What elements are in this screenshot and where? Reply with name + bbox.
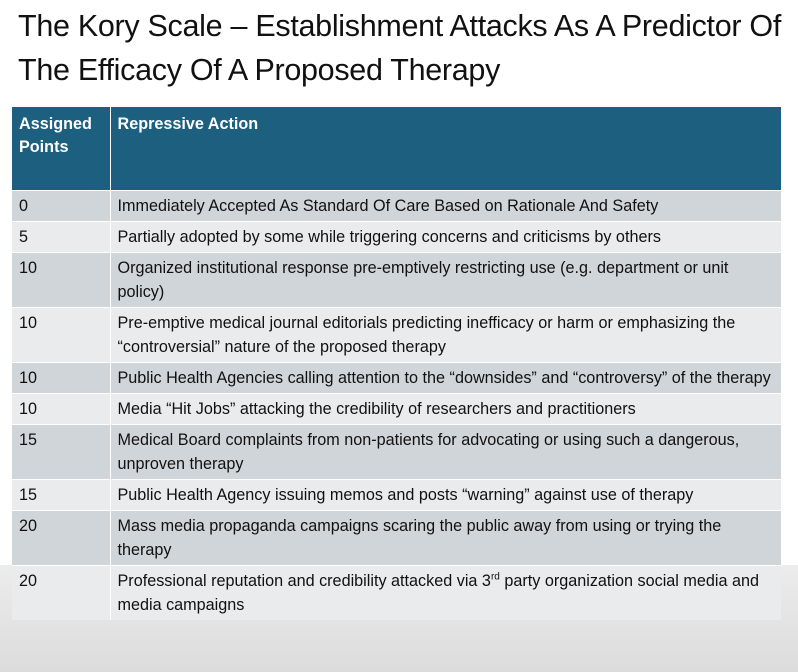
action-cell: Public Health Agencies calling attention to the “downsides” and “controversy” of the therapy: [110, 363, 781, 394]
table-header-row: [12, 107, 781, 191]
ordinal-superscript: rd: [490, 571, 500, 583]
table-row: [12, 425, 781, 480]
points-cell: 15: [12, 480, 110, 511]
table-row: [12, 191, 781, 222]
action-text-start: Professional reputation and credibility attacked via 3: [117, 572, 491, 590]
table-row: [12, 308, 781, 363]
action-cell: Media “Hit Jobs” attacking the credibility of researchers and practitioners: [110, 394, 781, 425]
table-row: [12, 480, 781, 511]
table-row: [12, 253, 781, 308]
action-cell: Immediately Accepted As Standard Of Care Based on Rationale And Safety: [110, 191, 781, 222]
points-cell: 0: [12, 191, 110, 222]
table-row: [12, 394, 781, 425]
table-row: [12, 566, 781, 621]
action-cell: Medical Board complaints from non-patients for advocating or using such a dangerous, unproven therapy: [110, 425, 781, 480]
table-row: [12, 222, 781, 253]
points-cell: 20: [12, 511, 110, 566]
kory-scale-table: [12, 107, 781, 620]
points-cell: 10: [12, 363, 110, 394]
points-cell: 15: [12, 425, 110, 480]
action-cell: Mass media propaganda campaigns scaring the public away from using or trying the therapy: [110, 511, 781, 566]
points-cell: 5: [12, 222, 110, 253]
points-cell: 10: [12, 253, 110, 308]
header-assigned-points: Assigned Points: [12, 107, 110, 191]
header-repressive-action: Repressive Action: [110, 107, 781, 191]
action-cell: Partially adopted by some while triggering concerns and criticisms by others: [110, 222, 781, 253]
slide-title: The Kory Scale – Establishment Attacks As A Predictor Of The Efficacy Of A Proposed Therapy: [18, 9, 782, 87]
points-cell: 10: [12, 394, 110, 425]
action-cell: Public Health Agency issuing memos and posts “warning” against use of therapy: [110, 480, 781, 511]
points-cell: 20: [12, 566, 110, 621]
action-cell: [110, 566, 781, 621]
table-row: [12, 363, 781, 394]
action-cell: Pre-emptive medical journal editorials predicting inefficacy or harm or emphasizing the “controversial” nature of the proposed therapy: [110, 308, 781, 363]
points-cell: 10: [12, 308, 110, 363]
action-cell: Organized institutional response pre-emptively restricting use (e.g. department or unit policy): [110, 253, 781, 308]
table-row: [12, 511, 781, 566]
action-text-end: party organization social media and media campaigns: [117, 572, 759, 614]
